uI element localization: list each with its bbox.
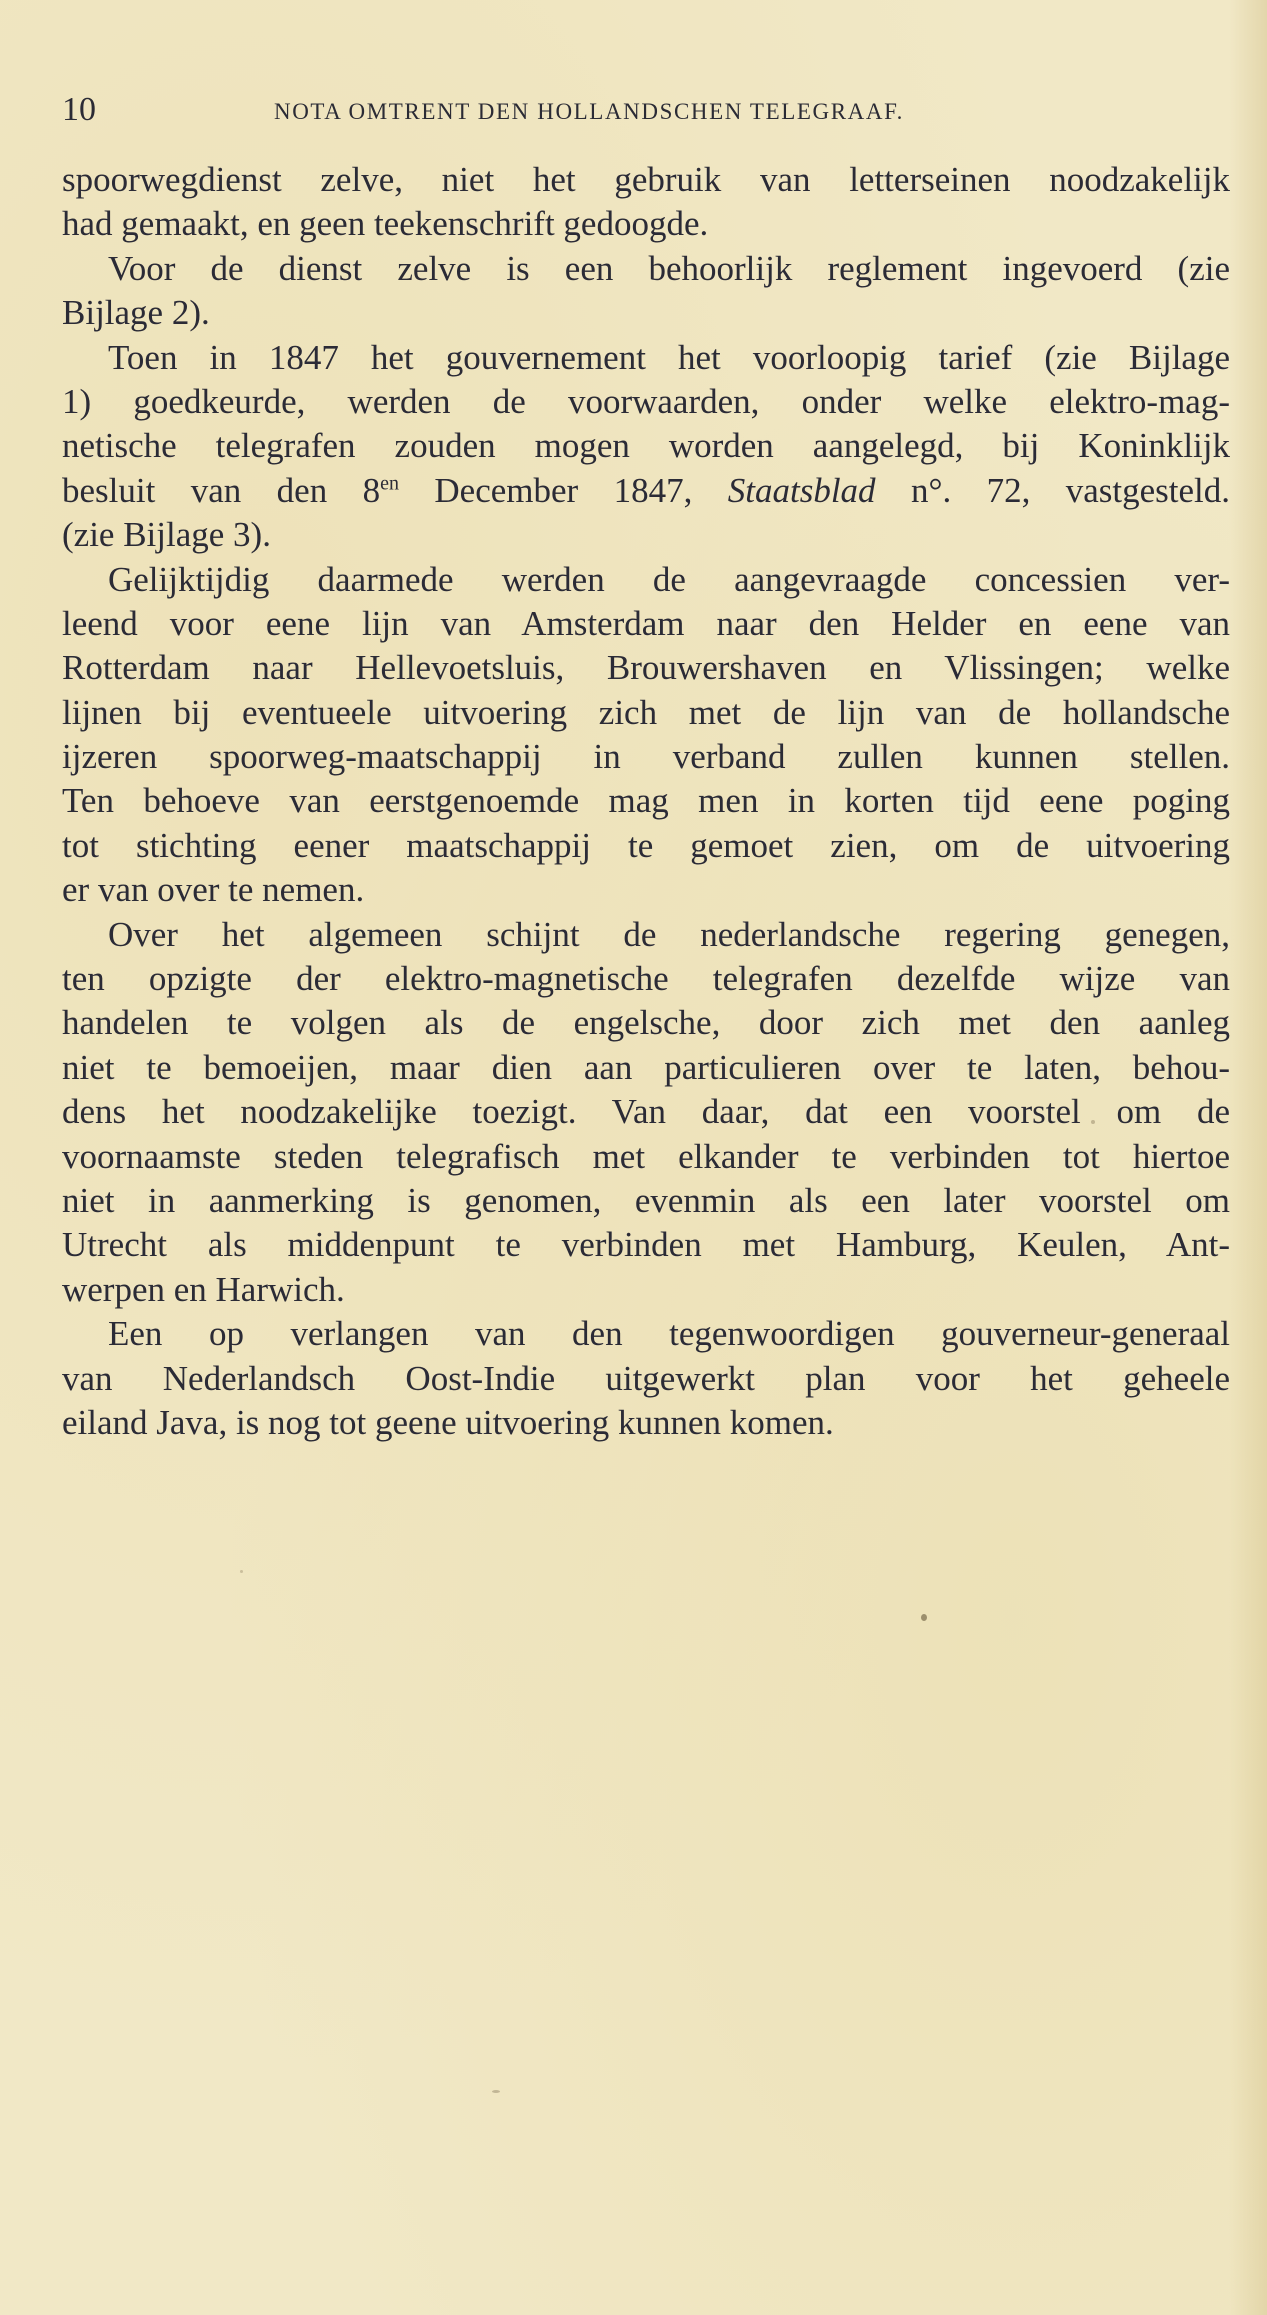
text-line: tot stichting eener maatschappij te gemoet zien, om de uitvoering xyxy=(62,825,1230,865)
text-line: dens het noodzakelijke toezigt. Van daar, dat een voorstel om de xyxy=(62,1092,1230,1132)
text-line: had gemaakt, en geen teekenschrift gedoogde. xyxy=(62,204,709,244)
paper-speck xyxy=(1091,1120,1095,1124)
page-number: 10 xyxy=(62,91,96,128)
text-line: Utrecht als middenpunt te verbinden met Hamburg, Keulen, Ant- xyxy=(62,1225,1230,1265)
text-line xyxy=(62,469,1230,513)
text-line: Bijlage 2). xyxy=(62,293,210,333)
paragraph xyxy=(62,158,1230,247)
text-line: handelen te volgen als de engelsche, door zich met den aanleg xyxy=(62,1003,1230,1043)
text-line: Gelijktijdig daarmede werden de aangevraagde concessien ver- xyxy=(108,559,1230,599)
paragraph xyxy=(62,913,1230,1313)
text-segment: besluit van den 8 xyxy=(62,470,381,510)
paper-speck xyxy=(921,1614,927,1621)
text-line: eiland Java, is nog tot geene uitvoering kunnen komen. xyxy=(62,1402,834,1442)
running-head: NOTA OMTRENT DEN HOLLANDSCHEN TELEGRAAF. xyxy=(274,99,904,124)
text-segment: December 1847, xyxy=(399,470,728,510)
paper-speck xyxy=(240,1570,243,1573)
italic-title: Staatsblad xyxy=(727,470,876,510)
text-line: er van over te nemen. xyxy=(62,870,365,910)
text-line: Ten behoeve van eerstgenoemde mag men in korten tijd eene poging xyxy=(62,781,1230,821)
text-line: spoorwegdienst zelve, niet het gebruik van letterseinen noodzakelijk xyxy=(62,160,1230,199)
text-line: voornaamste steden telegrafisch met elkander te verbinden tot hiertoe xyxy=(62,1136,1230,1176)
text-line: Voor de dienst zelve is een behoorlijk reglement ingevoerd (zie xyxy=(108,248,1230,288)
text-line: niet in aanmerking is genomen, evenmin als een later voorstel om xyxy=(62,1180,1230,1220)
text-line: lijnen bij eventueele uitvoering zich met de lijn van de hollandsche xyxy=(62,692,1230,732)
text-line: Over het algemeen schijnt de nederlandsche regering genegen, xyxy=(108,914,1230,954)
text-segment: n°. 72, vastgesteld. xyxy=(875,470,1231,510)
paragraph xyxy=(62,247,1230,336)
text-line: ijzeren spoorweg-maatschappij in verband zullen kunnen stellen. xyxy=(62,737,1230,777)
text-line: netische telegrafen zouden mogen worden aangelegd, bij Koninklijk xyxy=(62,426,1230,466)
text-line: Een op verlangen van den tegenwoordigen gouverneur-generaal xyxy=(108,1314,1230,1354)
body-text xyxy=(62,158,1230,1445)
text-line: leend voor eene lijn van Amsterdam naar den Helder en eene van xyxy=(62,603,1230,643)
text-line: niet te bemoeijen, maar dien aan particulieren over te laten, behou- xyxy=(62,1047,1230,1087)
paper-speck xyxy=(492,2090,500,2093)
text-line: Rotterdam naar Hellevoetsluis, Brouwershaven en Vlissingen; welke xyxy=(62,648,1230,688)
text-line: werpen en Harwich. xyxy=(62,1269,345,1309)
paragraph xyxy=(62,336,1230,558)
paragraph xyxy=(62,558,1230,913)
text-line: van Nederlandsch Oost-Indie uitgewerkt plan voor het geheele xyxy=(62,1358,1230,1398)
text-line: ten opzigte der elektro-magnetische telegrafen dezelfde wijze van xyxy=(62,959,1230,999)
text-line: 1) goedkeurde, werden de voorwaarden, onder welke elektro-mag- xyxy=(62,381,1230,421)
page-header xyxy=(62,88,1222,132)
superscript: en xyxy=(380,472,399,495)
paragraph xyxy=(62,1312,1230,1445)
text-line: Toen in 1847 het gouvernement het voorloopig tarief (zie Bijlage xyxy=(108,337,1230,377)
text-line: (zie Bijlage 3). xyxy=(62,515,271,555)
